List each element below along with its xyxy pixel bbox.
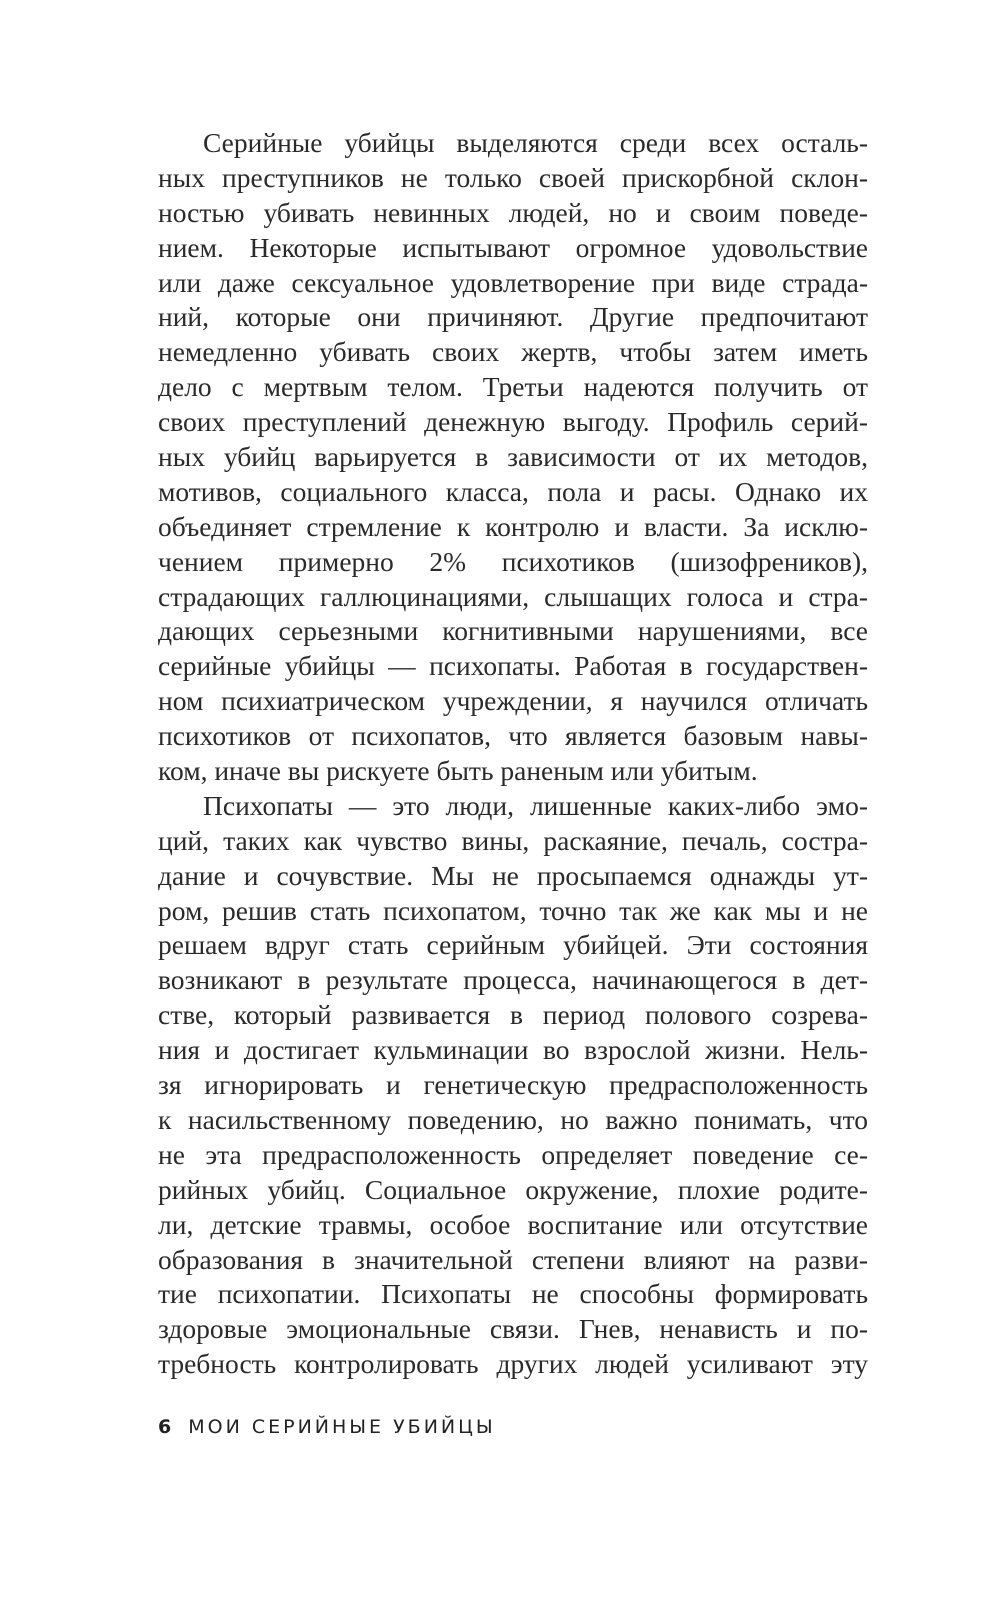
text-line: возникают в результате процесса, начинающегося в дет-: [158, 964, 868, 996]
text-line: Серийные убийцы выделяются среди всех осталь-: [203, 127, 868, 158]
page-number: 6: [158, 1416, 175, 1438]
text-line: образования в значительной степени влияют на разви-: [158, 1243, 868, 1275]
text-line: ностью убивать невинных людей, но и своим поведе-: [158, 196, 868, 228]
text-line: требность контролировать других людей усиливают эту: [158, 1348, 868, 1380]
text-line: ком, иначе вы рискуете быть раненым или убитым.: [158, 755, 758, 787]
text-line: решаем вдруг стать серийным убийцей. Эти состояния: [158, 929, 868, 961]
text-line: ций, таких как чувство вины, раскаяние, печаль, состра-: [158, 824, 868, 856]
text-line: ром, решив стать психопатом, точно так же как мы и не: [158, 894, 868, 926]
text-line: дело с мертвым телом. Третьи надеются получить от: [158, 371, 868, 403]
text-line: дание и сочувствие. Мы не просыпаемся однажды ут-: [158, 859, 868, 891]
text-line: тие психопатии. Психопаты не способны формировать: [158, 1278, 868, 1310]
text-line: серийные убийцы — психопаты. Работая в государствен-: [158, 650, 868, 682]
paragraph: [158, 126, 868, 789]
text-line: здоровые эмоциональные связи. Гнев, ненависть и по-: [158, 1313, 868, 1345]
text-line: не эта предрасположенность определяет поведение се-: [158, 1138, 868, 1170]
text-line: психотиков от психопатов, что является базовым навы-: [158, 720, 868, 752]
text-line: зя игнорировать и генетическую предрасположенность: [158, 1069, 868, 1101]
running-title: МОИ СЕРИЙНЫЕ УБИЙЦЫ: [188, 1416, 496, 1438]
text-line: Психопаты — это люди, лишенные каких-либо эмо-: [203, 789, 868, 821]
text-line: мотивов, социального класса, пола и расы. Однако их: [158, 475, 868, 507]
text-line: ний, которые они причиняют. Другие предпочитают: [158, 301, 868, 333]
text-line: ния и достигает кульминации во взрослой жизни. Нель-: [158, 1034, 868, 1066]
text-line: объединяет стремление к контролю и власти. За исклю-: [158, 510, 868, 542]
text-line: ном психиатрическом учреждении, я научился отличать: [158, 685, 868, 717]
text-line: стве, который развивается в период полового созрева-: [158, 999, 868, 1031]
text-line: ных преступников не только своей прискорбной склон-: [158, 161, 868, 193]
text-line: дающих серьезными когнитивными нарушениями, все: [158, 615, 868, 647]
text-line: немедленно убивать своих жертв, чтобы затем иметь: [158, 336, 868, 368]
text-line: нием. Некоторые испытывают огромное удовольствие: [158, 231, 868, 263]
body-text: [158, 126, 868, 1382]
text-line: ли, детские травмы, особое воспитание или отсутствие: [158, 1208, 868, 1240]
text-line: к насильственному поведению, но важно понимать, что: [158, 1103, 868, 1135]
text-line: ных убийц варьируется в зависимости от их методов,: [158, 441, 868, 473]
text-line: рийных убийц. Социальное окружение, плохие родите-: [158, 1173, 868, 1205]
text-line: чением примерно 2% психотиков (шизофреников),: [158, 545, 868, 577]
page-footer: [158, 1416, 496, 1438]
text-line: своих преступлений денежную выгоду. Профиль серий-: [158, 406, 868, 438]
text-line: или даже сексуальное удовлетворение при виде страда-: [158, 266, 868, 298]
paragraph: [158, 789, 868, 1382]
text-line: страдающих галлюцинациями, слышащих голоса и стра-: [158, 580, 868, 612]
